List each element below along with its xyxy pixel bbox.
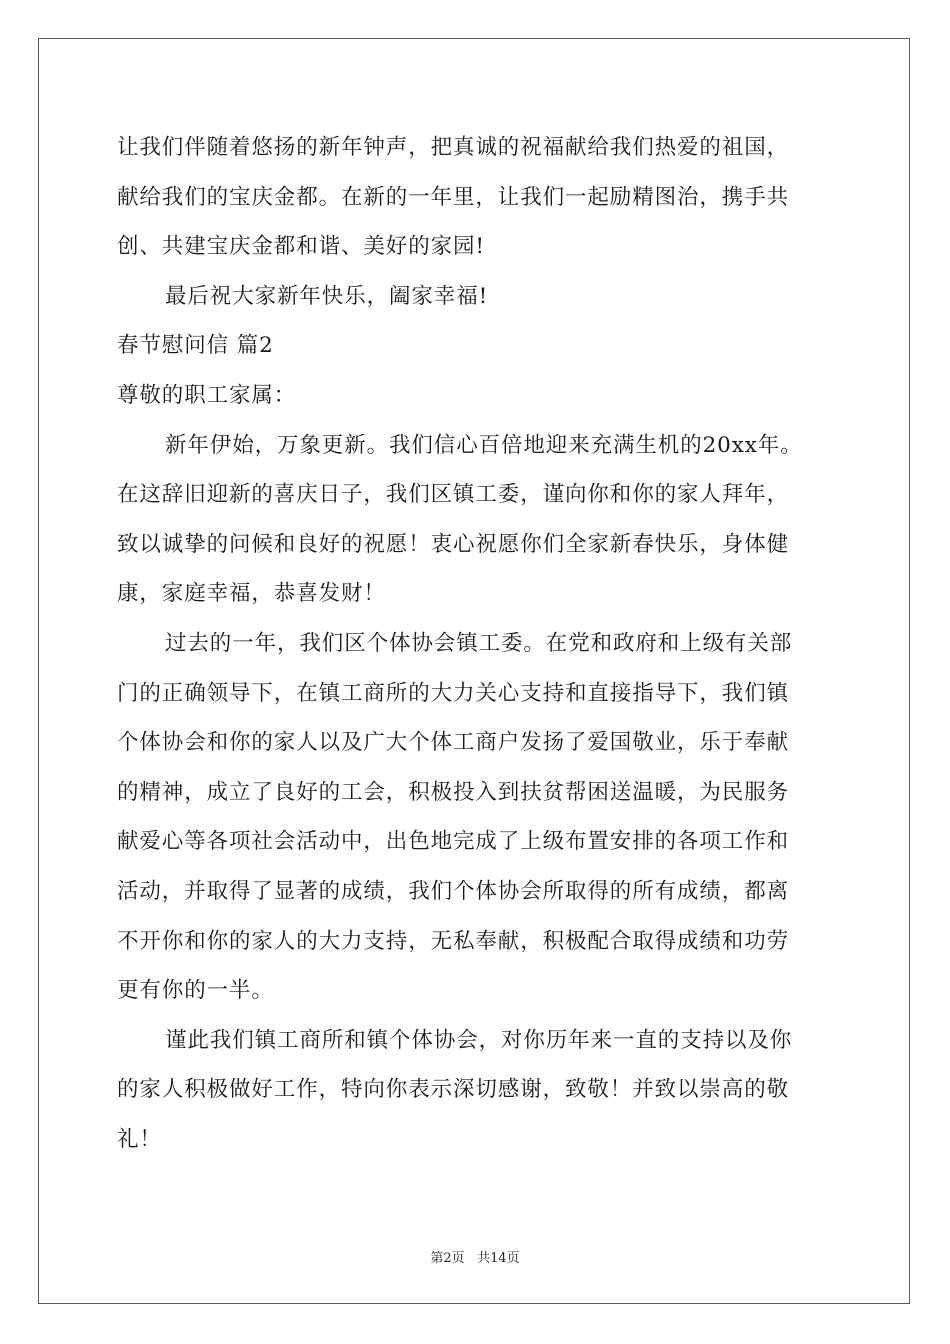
body-line: 献爱心等各项社会活动中，出色地完成了上级布置安排的各项工作和 <box>117 829 790 855</box>
body-line: 门的正确领导下，在镇工商所的大力关心支持和直接指导下，我们镇 <box>117 680 790 706</box>
body-line: 创、共建宝庆金都和谐、美好的家园! <box>117 234 485 260</box>
page-number: 第2页 <box>430 1251 465 1266</box>
body-line: 活动，并取得了显著的成绩，我们个体协会所取得的所有成绩，都离 <box>117 878 790 904</box>
body-line: 过去的一年，我们区个体协会镇工委。在党和政府和上级有关部 <box>165 630 793 656</box>
body-line: 谨此我们镇工商所和镇个体协会，对你历年来一直的支持以及你 <box>165 1027 793 1053</box>
body-line: 个体协会和你的家人以及广大个体工商户发扬了爱国敬业，乐于奉献 <box>117 730 790 756</box>
closing-wish: 最后祝大家新年快乐，阖家幸福! <box>165 283 489 309</box>
document-body <box>117 123 837 1164</box>
body-line: 献给我们的宝庆金都。在新的一年里，让我们一起励精图治，携手共 <box>117 184 790 210</box>
body-line: 康，家庭幸福，恭喜发财！ <box>117 581 386 607</box>
body-line: 的精神，成立了良好的工会，积极投入到扶贫帮困送温暖，为民服务 <box>117 779 790 805</box>
body-line: 的家人积极做好工作，特向你表示深切感谢，致敬！并致以崇高的敬 <box>117 1077 790 1103</box>
section-heading: 春节慰问信 篇2 <box>117 333 274 359</box>
page-total: 共14页 <box>477 1251 520 1266</box>
salutation: 尊敬的职工家属： <box>117 382 297 408</box>
body-line: 不开你和你的家人的大力支持，无私奉献，积极配合取得成绩和功劳 <box>117 928 790 954</box>
body-line: 致以诚挚的问候和良好的祝愿！衷心祝愿你们全家新春快乐，身体健 <box>117 531 790 557</box>
body-line: 在这辞旧迎新的喜庆日子，我们区镇工委，谨向你和你的家人拜年， <box>117 482 790 508</box>
body-line: 新年伊始，万象更新。我们信心百倍地迎来充满生机的20xx年。 <box>165 432 803 458</box>
page-footer <box>0 1247 950 1266</box>
body-line: 更有你的一半。 <box>117 978 274 1004</box>
body-line: 礼！ <box>117 1126 162 1152</box>
body-line: 让我们伴随着悠扬的新年钟声，把真诚的祝福献给我们热爱的祖国， <box>117 135 790 160</box>
